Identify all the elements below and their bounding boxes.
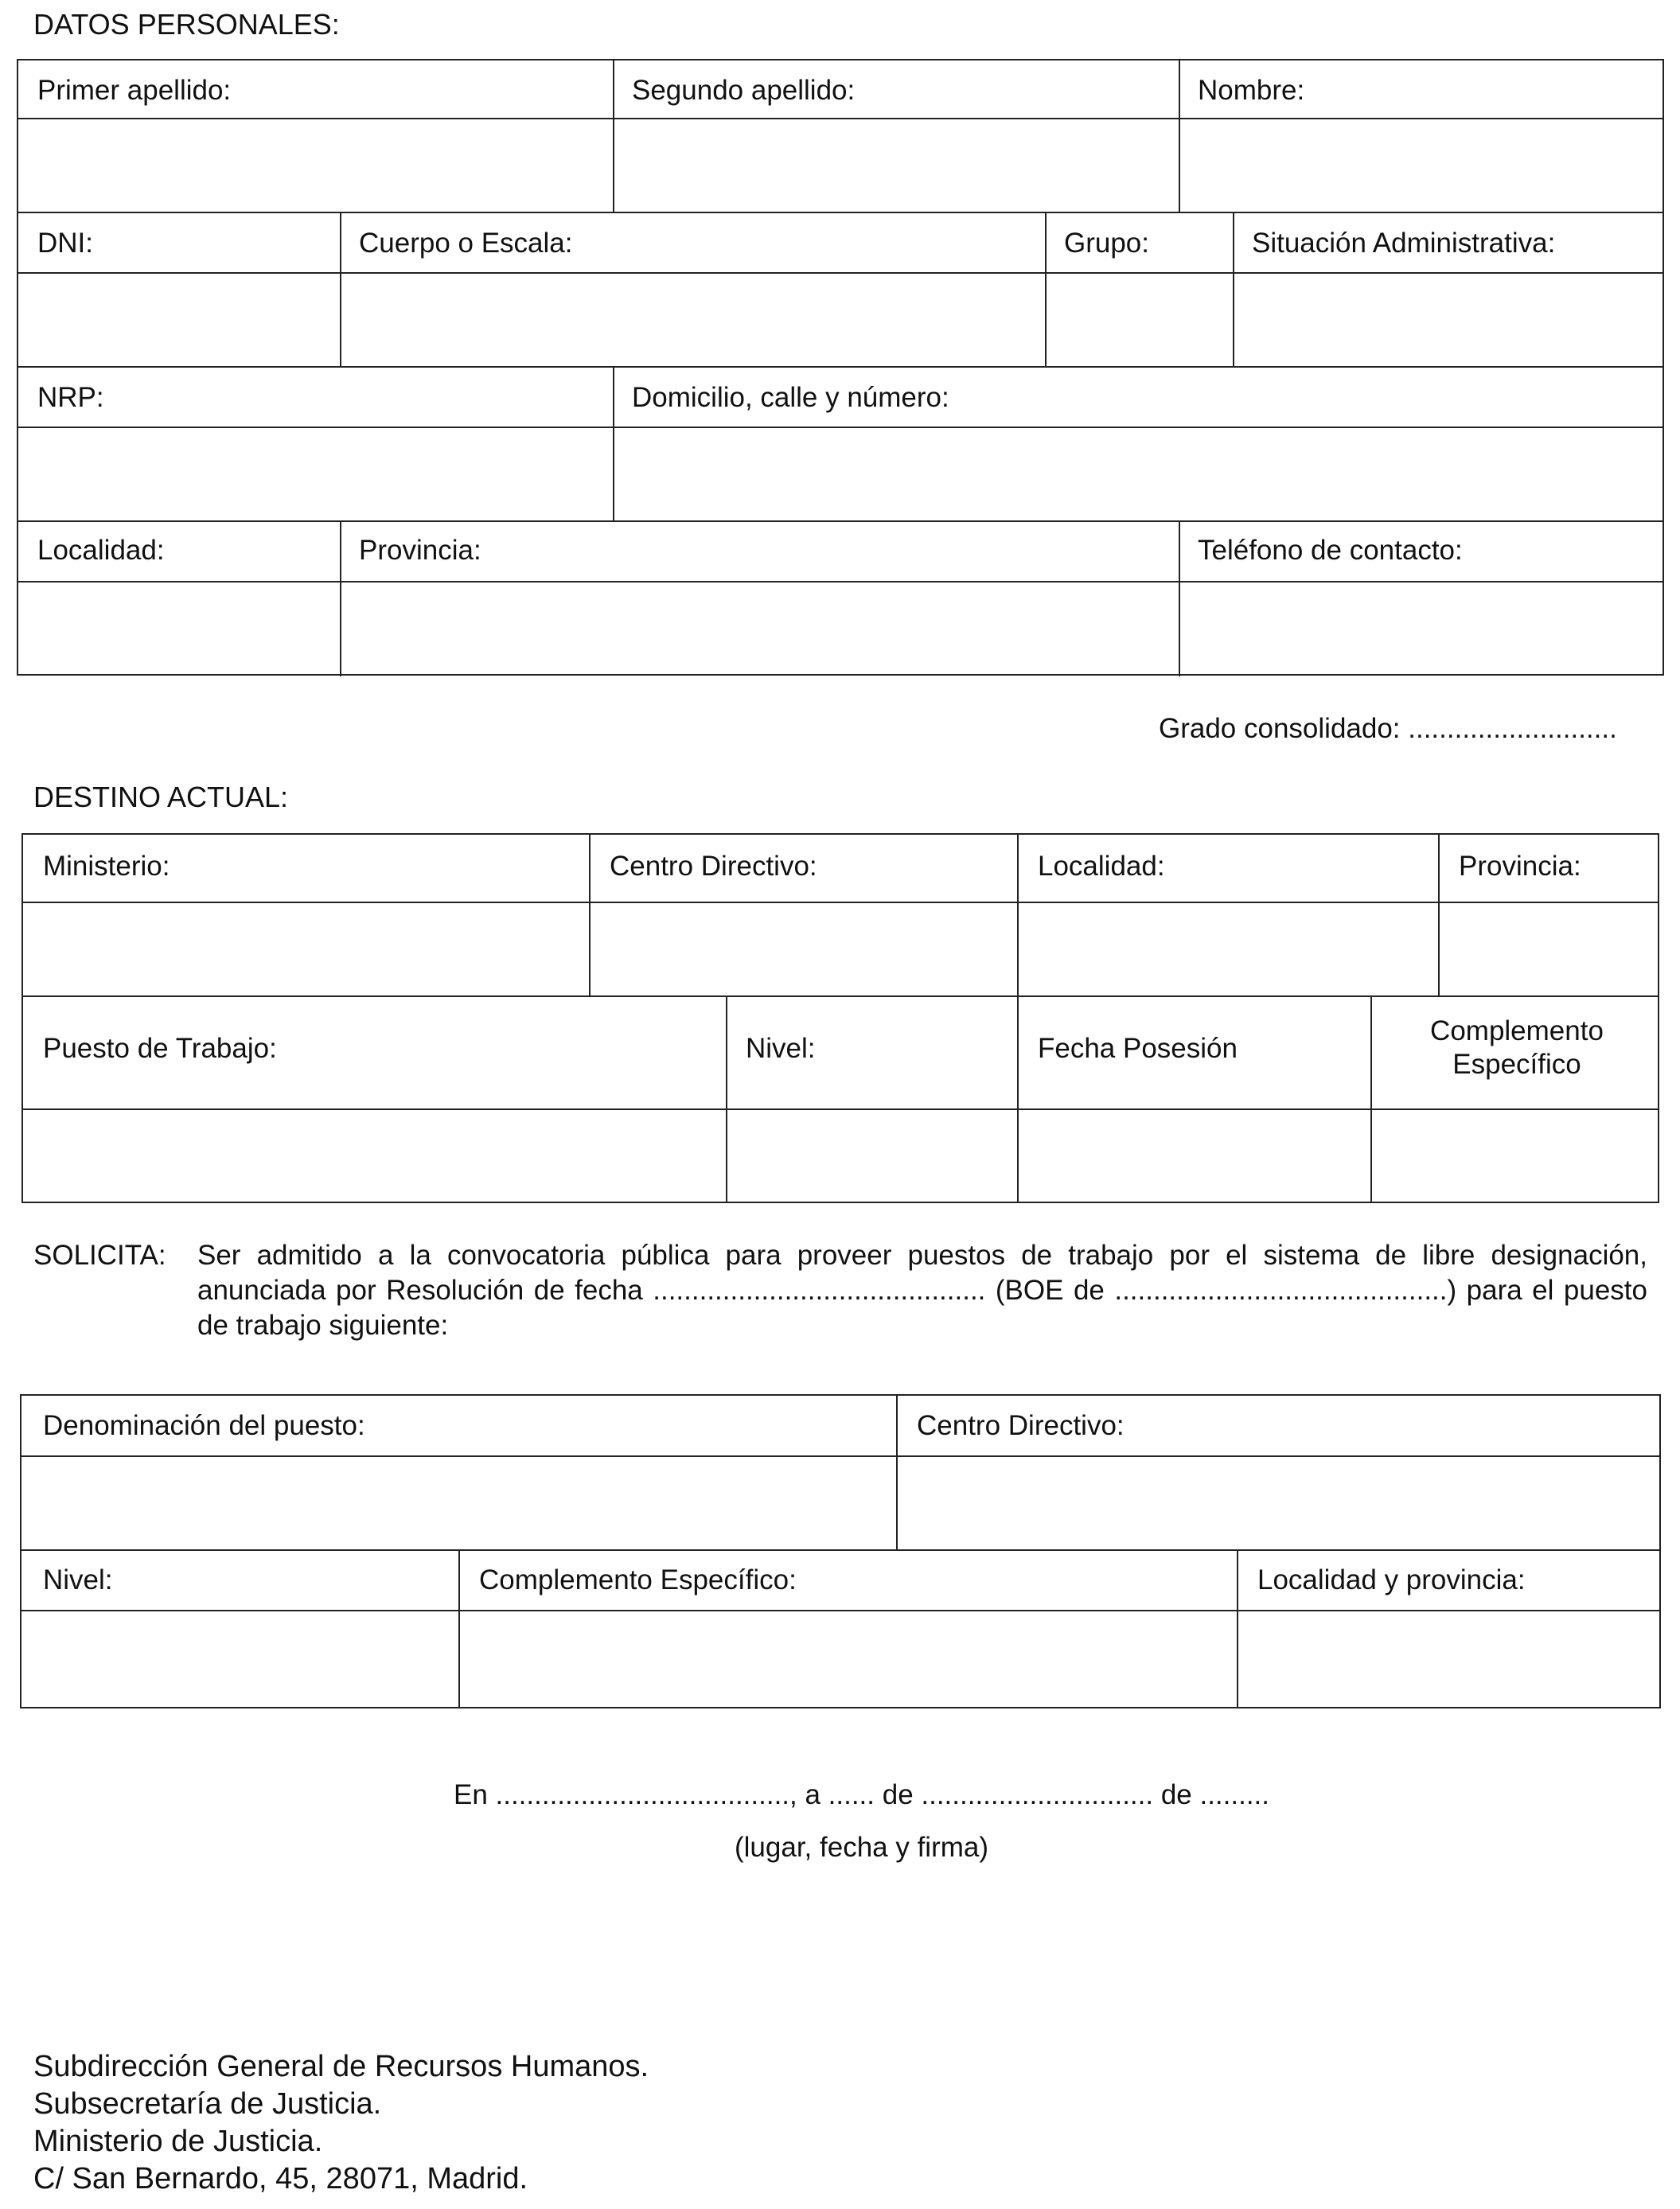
- label-localidad-actual: Localidad:: [1038, 851, 1165, 882]
- label-primer-apellido: Primer apellido:: [37, 75, 232, 106]
- grado-consolidado: Grado consolidado: ...........................: [1159, 713, 1617, 744]
- address-line: Subsecretaría de Justicia.: [33, 2087, 382, 2121]
- field-cuerpo-escala[interactable]: [341, 274, 1045, 366]
- label-nrp: NRP:: [37, 382, 104, 413]
- field-nombre[interactable]: [1180, 119, 1662, 212]
- label-centro-directivo-solicitado: Centro Directivo:: [917, 1410, 1125, 1441]
- field-provincia[interactable]: [341, 582, 1179, 674]
- section-title-personal: DATOS PERSONALES:: [33, 8, 340, 41]
- field-ministerio[interactable]: [25, 903, 589, 995]
- label-centro-directivo: Centro Directivo:: [610, 851, 817, 882]
- requested-position-table: [20, 1394, 1661, 1708]
- field-domicilio[interactable]: [614, 428, 1662, 520]
- field-grupo[interactable]: [1047, 274, 1233, 366]
- label-provincia-actual: Provincia:: [1459, 851, 1581, 882]
- field-localidad[interactable]: [20, 582, 340, 674]
- field-puesto-trabajo[interactable]: [25, 1110, 726, 1202]
- label-localidad: Localidad:: [37, 535, 165, 566]
- label-nombre: Nombre:: [1198, 75, 1305, 106]
- personal-data-table: [17, 59, 1664, 676]
- field-complemento-especifico-solicitado[interactable]: [460, 1611, 1237, 1707]
- label-puesto-trabajo: Puesto de Trabajo:: [43, 1033, 277, 1064]
- label-situacion-administrativa: Situación Administrativa:: [1252, 228, 1556, 259]
- field-denominacion-puesto[interactable]: [23, 1457, 896, 1549]
- address-line: C/ San Bernardo, 45, 28071, Madrid.: [33, 2162, 528, 2195]
- section-title-current: DESTINO ACTUAL:: [33, 781, 289, 813]
- field-localidad-actual[interactable]: [1019, 903, 1438, 995]
- field-nivel-actual[interactable]: [727, 1110, 1017, 1202]
- label-nivel-solicitado: Nivel:: [43, 1564, 113, 1595]
- label-provincia: Provincia:: [359, 535, 481, 566]
- label-domicilio: Domicilio, calle y número:: [632, 382, 949, 413]
- field-centro-directivo-solicitado[interactable]: [898, 1457, 1659, 1549]
- field-provincia-actual[interactable]: [1440, 903, 1658, 995]
- label-ministerio: Ministerio:: [43, 851, 170, 882]
- label-segundo-apellido: Segundo apellido:: [632, 75, 856, 106]
- field-nivel-solicitado[interactable]: [23, 1611, 458, 1707]
- field-dni[interactable]: [20, 274, 340, 366]
- current-position-table: [21, 833, 1659, 1203]
- field-telefono[interactable]: [1180, 582, 1662, 674]
- label-cuerpo-escala: Cuerpo o Escala:: [359, 228, 573, 259]
- field-situacion-administrativa[interactable]: [1234, 274, 1662, 366]
- signature-line: En ......................................, a ...... de .............................. de .........: [453, 1779, 1270, 1810]
- field-centro-directivo[interactable]: [591, 903, 1017, 995]
- label-dni: DNI:: [37, 228, 93, 259]
- field-nrp[interactable]: [20, 428, 613, 520]
- label-telefono: Teléfono de contacto:: [1198, 535, 1463, 566]
- label-denominacion-puesto: Denominación del puesto:: [43, 1410, 365, 1441]
- field-primer-apellido[interactable]: [20, 119, 613, 212]
- label-grupo: Grupo:: [1064, 228, 1149, 259]
- label-nivel-actual: Nivel:: [746, 1033, 816, 1064]
- address-block: [33, 2048, 649, 2198]
- field-localidad-provincia[interactable]: [1238, 1611, 1659, 1707]
- label-complemento-especifico-actual: Complemento Específico: [1430, 1015, 1604, 1080]
- solicita-text: Ser admitido a la convocatoria pública para proveer puestos de trabajo por el sistema de libre designación, anunciada por Resolución de fecha ........................................... (BOE de ...........................................) para el puesto de trabajo siguiente:: [197, 1240, 1647, 1341]
- field-segundo-apellido[interactable]: [614, 119, 1179, 212]
- address-line: Ministerio de Justicia.: [33, 2125, 323, 2158]
- signature-caption: (lugar, fecha y firma): [735, 1832, 988, 1863]
- label-fecha-posesion: Fecha Posesión: [1038, 1033, 1238, 1064]
- field-complemento-especifico-actual[interactable]: [1372, 1110, 1658, 1202]
- solicita-label: SOLICITA:: [33, 1240, 166, 1271]
- label-complemento-especifico-solicitado: Complemento Específico:: [479, 1564, 797, 1595]
- address-line: Subdirección General de Recursos Humanos.: [33, 2050, 649, 2083]
- label-localidad-provincia: Localidad y provincia:: [1257, 1564, 1526, 1595]
- field-fecha-posesion[interactable]: [1019, 1110, 1370, 1202]
